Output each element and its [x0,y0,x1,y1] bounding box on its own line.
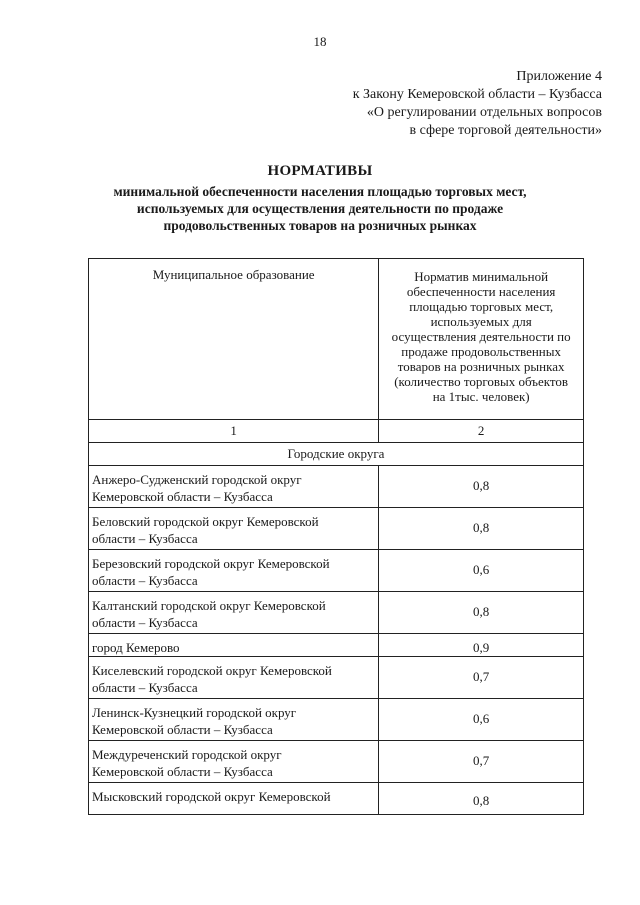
header-norm-line: используемых для [430,314,532,329]
municipality-name-line: Калтанский городской округ Кемеровской [92,598,326,613]
municipality-name [89,783,379,815]
column-number: 2 [379,420,584,443]
municipality-name-line: Киселевский городской округ Кемеровской [92,663,332,678]
subtitle-line: продовольственных товаров на розничных рынках [163,218,477,233]
municipality-name-line: Мысковский городской округ Кемеровской [92,789,331,804]
appendix-line: Приложение 4 [516,69,602,84]
municipality-name [89,508,379,550]
municipality-name [89,741,379,783]
header-municipality: Муниципальное образование [89,259,379,420]
municipality-name-line: Ленинск-Кузнецкий городской округ [92,705,297,720]
municipality-name-line: Анжеро-Судженский городской округ [92,472,302,487]
norm-value: 0,7 [379,657,584,699]
municipality-name-line: Беловский городской округ Кемеровской [92,514,319,529]
table-header-row [89,259,584,420]
municipality-name [89,634,379,657]
municipality-name-line: области – Кузбасса [92,615,198,630]
municipality-name-line: области – Кузбасса [92,680,198,695]
header-norm-line: осуществления деятельности по [391,329,571,344]
municipality-name [89,466,379,508]
appendix-line: «О регулировании отдельных вопросов [366,105,602,120]
norm-value: 0,8 [379,466,584,508]
norms-table [88,258,584,815]
section-label: Городские округа [89,443,584,466]
municipality-name-line: Кемеровской области – Кузбасса [92,489,273,504]
appendix-line: к Закону Кемеровской области – Кузбасса [352,87,602,102]
table-row [89,657,584,699]
municipality-name [89,592,379,634]
appendix-block [353,68,602,140]
municipality-name [89,550,379,592]
norm-value: 0,8 [379,592,584,634]
norm-value: 0,6 [379,699,584,741]
page-number: 18 [313,34,327,49]
table-row [89,741,584,783]
appendix-line: в сфере торговой деятельности» [409,123,602,138]
header-norm-line: продаже продовольственных [401,344,562,359]
norm-value: 0,7 [379,741,584,783]
header-norm [379,259,584,420]
municipality-name-line: Междуреченский городской округ [92,747,282,762]
table-row [89,466,584,508]
municipality-name [89,699,379,741]
municipality-name-line: области – Кузбасса [92,573,198,588]
document-title: НОРМАТИВЫ [267,163,373,179]
table-row [89,592,584,634]
norm-value: 0,8 [379,508,584,550]
norm-value: 0,6 [379,550,584,592]
header-norm-line: обеспеченности населения [406,284,556,299]
norm-value: 0,8 [379,783,584,815]
table-row [89,634,584,657]
municipality-name-line: Кемеровской области – Кузбасса [92,764,273,779]
header-norm-line: на 1тыс. человек) [432,389,530,404]
subtitle-line: используемых для осуществления деятельности по продаже [136,201,504,216]
table-row [89,783,584,815]
header-norm-line: товаров на розничных рынках [397,359,565,374]
document-subtitle [0,183,640,234]
table-row [89,550,584,592]
table-row [89,699,584,741]
header-norm-line: Норматив минимальной [414,269,549,284]
header-norm-line: (количество торговых объектов [394,374,569,389]
subtitle-line: минимальной обеспеченности населения площадью торговых мест, [113,184,527,199]
norm-value: 0,9 [379,634,584,657]
municipality-name-line: области – Кузбасса [92,531,198,546]
table-row [89,508,584,550]
column-number-row [89,420,584,443]
municipality-name-line: Кемеровской области – Кузбасса [92,722,273,737]
column-number: 1 [89,420,379,443]
municipality-name-line: Березовский городской округ Кемеровской [92,556,330,571]
municipality-name [89,657,379,699]
municipality-name-line: город Кемерово [92,640,180,655]
header-norm-line: площадью торговых мест, [409,299,554,314]
section-row [89,443,584,466]
